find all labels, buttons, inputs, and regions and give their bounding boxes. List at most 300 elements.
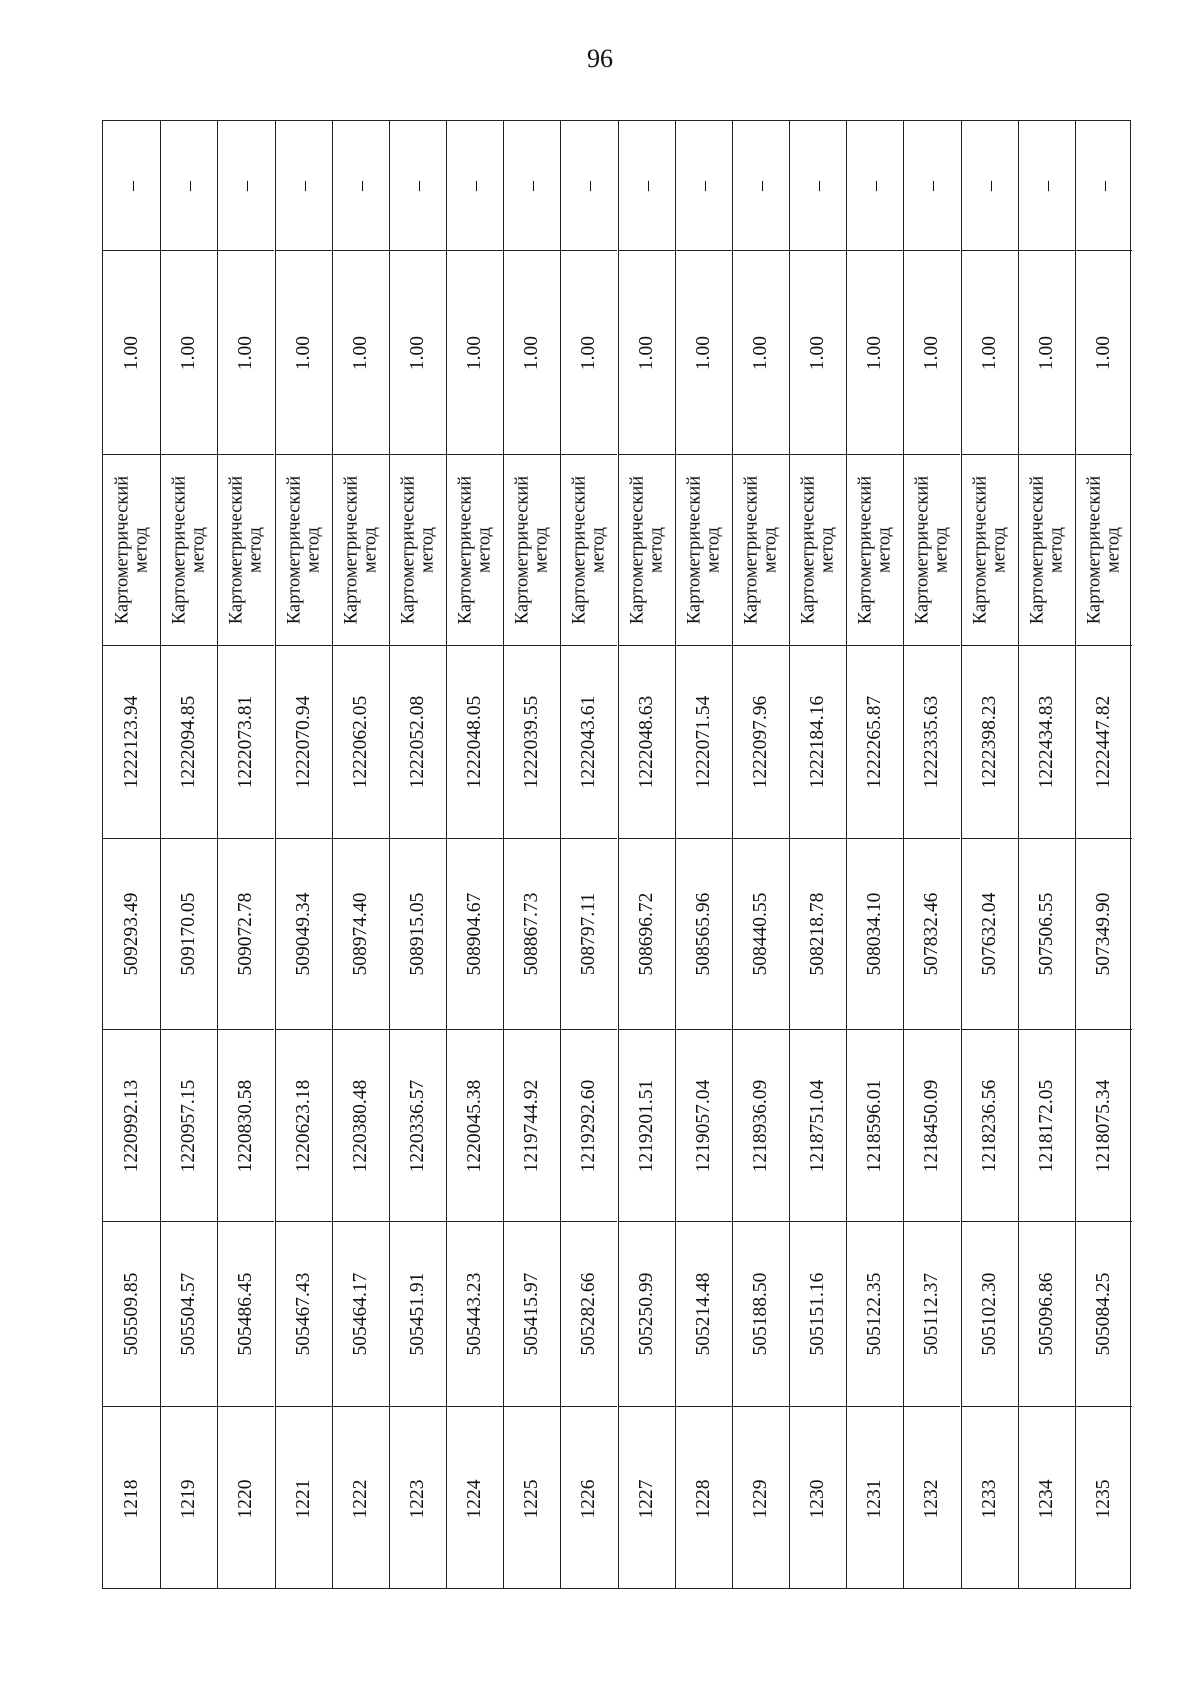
cell-note xyxy=(103,121,160,250)
method-line-1: Картометрический xyxy=(912,475,933,625)
cell-x1 xyxy=(962,1221,1018,1406)
method-line-2: метод xyxy=(531,527,552,573)
table-row xyxy=(618,121,675,1588)
method-line-1: Картометрический xyxy=(226,475,247,625)
note-text: – xyxy=(349,180,372,191)
cell-note xyxy=(619,121,675,250)
cell-note xyxy=(733,121,789,250)
x2-text: 508034.10 xyxy=(864,892,886,976)
accuracy-text: 1.00 xyxy=(464,335,486,370)
table-row xyxy=(560,121,617,1588)
point-text: 1224 xyxy=(464,1479,486,1518)
note-text: – xyxy=(921,180,944,191)
y1-text: 1220830.58 xyxy=(235,1079,257,1172)
note-text: – xyxy=(978,180,1001,191)
point-text: 1234 xyxy=(1035,1479,1057,1518)
point-text: 1218 xyxy=(120,1479,142,1518)
cell-point xyxy=(504,1406,560,1590)
table-row xyxy=(961,121,1018,1588)
table-row xyxy=(675,121,732,1588)
note-text: – xyxy=(521,180,544,191)
accuracy-text: 1.00 xyxy=(749,335,771,370)
cell-note xyxy=(390,121,446,250)
point-text: 1226 xyxy=(578,1479,600,1518)
y2-text: 1222398.23 xyxy=(978,695,1000,789)
y1-text: 1219744.92 xyxy=(521,1079,543,1172)
note-text: – xyxy=(178,180,201,191)
method-line-2: метод xyxy=(588,527,609,573)
y1-text: 1220623.18 xyxy=(292,1079,314,1172)
y2-text: 1222434.83 xyxy=(1035,695,1057,789)
point-text: 1233 xyxy=(978,1479,1000,1518)
x1-text: 505509.85 xyxy=(120,1272,142,1356)
cell-method xyxy=(904,454,960,645)
accuracy-text: 1.00 xyxy=(921,335,943,370)
cell-x2 xyxy=(390,838,446,1029)
method-text xyxy=(285,476,322,624)
cell-y1 xyxy=(103,1029,160,1221)
cell-y1 xyxy=(390,1029,446,1221)
x1-text: 505122.35 xyxy=(864,1272,886,1356)
cell-note xyxy=(790,121,846,250)
x1-text: 505467.43 xyxy=(292,1272,314,1356)
coordinates-table xyxy=(102,120,1131,1589)
cell-method xyxy=(218,454,274,645)
cell-point xyxy=(619,1406,675,1590)
cell-x2 xyxy=(790,838,846,1029)
method-line-1: Картометрический xyxy=(855,475,876,625)
cell-method xyxy=(676,454,732,645)
y2-text: 1222048.63 xyxy=(635,695,657,789)
accuracy-text: 1.00 xyxy=(864,335,886,370)
cell-accuracy xyxy=(847,250,903,454)
accuracy-text: 1.00 xyxy=(578,335,600,370)
cell-accuracy xyxy=(561,250,617,454)
method-text xyxy=(742,476,779,624)
y2-text: 1222265.87 xyxy=(864,695,886,789)
y2-text: 1222335.63 xyxy=(921,695,943,789)
cell-method xyxy=(1076,454,1132,645)
cell-y1 xyxy=(619,1029,675,1221)
cell-x1 xyxy=(1019,1221,1075,1406)
y2-text: 1222048.05 xyxy=(464,695,486,789)
cell-accuracy xyxy=(1019,250,1075,454)
cell-method xyxy=(161,454,217,645)
cell-x1 xyxy=(390,1221,446,1406)
cell-y1 xyxy=(676,1029,732,1221)
cell-y1 xyxy=(847,1029,903,1221)
page-number: 96 xyxy=(587,44,613,73)
method-line-2: метод xyxy=(702,527,723,573)
cell-x2 xyxy=(561,838,617,1029)
cell-y2 xyxy=(447,645,503,838)
y1-text: 1220045.38 xyxy=(464,1079,486,1172)
y2-text: 1222062.05 xyxy=(349,695,371,789)
point-text: 1219 xyxy=(178,1479,200,1518)
cell-method xyxy=(619,454,675,645)
table-row xyxy=(846,121,903,1588)
method-line-1: Картометрический xyxy=(169,475,190,625)
accuracy-text: 1.00 xyxy=(807,335,829,370)
cell-note xyxy=(504,121,560,250)
cell-x1 xyxy=(847,1221,903,1406)
cell-point xyxy=(447,1406,503,1590)
cell-point xyxy=(161,1406,217,1590)
cell-method xyxy=(1019,454,1075,645)
cell-y1 xyxy=(333,1029,389,1221)
point-text: 1229 xyxy=(749,1479,771,1518)
cell-y2 xyxy=(390,645,446,838)
accuracy-text: 1.00 xyxy=(178,335,200,370)
cell-accuracy xyxy=(218,250,274,454)
method-line-2: метод xyxy=(931,527,952,573)
x1-text: 505504.57 xyxy=(178,1272,200,1356)
method-line-1: Картометрический xyxy=(284,475,305,625)
point-text: 1225 xyxy=(521,1479,543,1518)
method-text xyxy=(228,476,265,624)
method-line-1: Картометрический xyxy=(1027,475,1048,625)
cell-x1 xyxy=(447,1221,503,1406)
point-text: 1220 xyxy=(235,1479,257,1518)
accuracy-text: 1.00 xyxy=(521,335,543,370)
cell-x1 xyxy=(276,1221,332,1406)
cell-x2 xyxy=(161,838,217,1029)
cell-point xyxy=(790,1406,846,1590)
x1-text: 505464.17 xyxy=(349,1272,371,1356)
method-line-1: Картометрический xyxy=(512,475,533,625)
cell-y2 xyxy=(733,645,789,838)
table-row xyxy=(1075,121,1132,1588)
cell-note xyxy=(161,121,217,250)
x2-text: 507506.55 xyxy=(1035,892,1057,976)
y1-text: 1219292.60 xyxy=(578,1079,600,1172)
method-text xyxy=(971,476,1008,624)
cell-x1 xyxy=(790,1221,846,1406)
y1-text: 1218236.56 xyxy=(978,1079,1000,1172)
cell-accuracy xyxy=(390,250,446,454)
y2-text: 1222073.81 xyxy=(235,695,257,789)
cell-x2 xyxy=(733,838,789,1029)
cell-point xyxy=(390,1406,446,1590)
x2-text: 507832.46 xyxy=(921,892,943,976)
method-line-2: метод xyxy=(1045,527,1066,573)
y2-text: 1222052.08 xyxy=(406,695,428,789)
point-text: 1232 xyxy=(921,1479,943,1518)
method-line-2: метод xyxy=(474,527,495,573)
method-text xyxy=(113,476,150,624)
cell-method xyxy=(847,454,903,645)
note-text: – xyxy=(120,180,143,191)
cell-y2 xyxy=(847,645,903,838)
method-text xyxy=(857,476,894,624)
accuracy-text: 1.00 xyxy=(292,335,314,370)
method-line-1: Картометрический xyxy=(569,475,590,625)
cell-y2 xyxy=(218,645,274,838)
cell-x1 xyxy=(619,1221,675,1406)
point-text: 1228 xyxy=(692,1479,714,1518)
method-line-2: метод xyxy=(759,527,780,573)
cell-accuracy xyxy=(276,250,332,454)
cell-method xyxy=(962,454,1018,645)
x2-text: 509293.49 xyxy=(120,892,142,976)
cell-y2 xyxy=(561,645,617,838)
y2-text: 1222071.54 xyxy=(692,695,714,789)
table-row xyxy=(332,121,389,1588)
cell-method xyxy=(103,454,160,645)
method-line-2: метод xyxy=(817,527,838,573)
x2-text: 508867.73 xyxy=(521,892,543,976)
method-line-2: метод xyxy=(188,527,209,573)
accuracy-text: 1.00 xyxy=(406,335,428,370)
cell-x2 xyxy=(103,838,160,1029)
accuracy-text: 1.00 xyxy=(120,335,142,370)
method-line-2: метод xyxy=(245,527,266,573)
method-line-1: Картометрический xyxy=(455,475,476,625)
table-row xyxy=(160,121,217,1588)
x1-text: 505415.97 xyxy=(521,1272,543,1356)
x1-text: 505214.48 xyxy=(692,1272,714,1356)
x1-text: 505084.25 xyxy=(1092,1272,1114,1356)
cell-y2 xyxy=(962,645,1018,838)
method-line-1: Картометрический xyxy=(970,475,991,625)
y2-text: 1222094.85 xyxy=(178,695,200,789)
cell-y1 xyxy=(161,1029,217,1221)
y1-text: 1218075.34 xyxy=(1092,1079,1114,1172)
x1-text: 505151.16 xyxy=(807,1272,829,1356)
y2-text: 1222123.94 xyxy=(120,695,142,789)
cell-x2 xyxy=(847,838,903,1029)
cell-y2 xyxy=(790,645,846,838)
cell-y1 xyxy=(447,1029,503,1221)
table-row xyxy=(217,121,274,1588)
point-text: 1223 xyxy=(406,1479,428,1518)
cell-note xyxy=(847,121,903,250)
cell-x2 xyxy=(218,838,274,1029)
cell-y2 xyxy=(276,645,332,838)
x2-text: 509072.78 xyxy=(235,892,257,976)
cell-x1 xyxy=(161,1221,217,1406)
cell-note xyxy=(1019,121,1075,250)
table-row xyxy=(903,121,960,1588)
cell-x2 xyxy=(1076,838,1132,1029)
cell-method xyxy=(733,454,789,645)
cell-y2 xyxy=(676,645,732,838)
y1-text: 1219201.51 xyxy=(635,1079,657,1172)
note-text: – xyxy=(406,180,429,191)
y1-text: 1218450.09 xyxy=(921,1079,943,1172)
cell-x2 xyxy=(333,838,389,1029)
method-line-1: Картометрический xyxy=(1084,475,1105,625)
cell-point xyxy=(218,1406,274,1590)
cell-method xyxy=(390,454,446,645)
table-row xyxy=(732,121,789,1588)
cell-y2 xyxy=(333,645,389,838)
table-row xyxy=(1018,121,1075,1588)
cell-x2 xyxy=(904,838,960,1029)
cell-point xyxy=(561,1406,617,1590)
table-row xyxy=(275,121,332,1588)
cell-note xyxy=(333,121,389,250)
accuracy-text: 1.00 xyxy=(235,335,257,370)
method-line-1: Картометрический xyxy=(741,475,762,625)
cell-accuracy xyxy=(733,250,789,454)
accuracy-text: 1.00 xyxy=(349,335,371,370)
cell-method xyxy=(447,454,503,645)
cell-x1 xyxy=(1076,1221,1132,1406)
method-text xyxy=(171,476,208,624)
cell-note xyxy=(447,121,503,250)
note-text: – xyxy=(1092,180,1115,191)
note-text: – xyxy=(1035,180,1058,191)
x2-text: 509049.34 xyxy=(292,892,314,976)
cell-y2 xyxy=(619,645,675,838)
method-line-1: Картометрический xyxy=(341,475,362,625)
method-line-2: метод xyxy=(1102,527,1123,573)
note-text: – xyxy=(806,180,829,191)
table-row xyxy=(789,121,846,1588)
y2-text: 1222039.55 xyxy=(521,695,543,789)
method-text xyxy=(800,476,837,624)
cell-y1 xyxy=(904,1029,960,1221)
x1-text: 505112.37 xyxy=(921,1272,943,1356)
x1-text: 505451.91 xyxy=(406,1272,428,1356)
method-text xyxy=(514,476,551,624)
x2-text: 508696.72 xyxy=(635,892,657,976)
method-line-2: метод xyxy=(359,527,380,573)
cell-y2 xyxy=(904,645,960,838)
cell-note xyxy=(1076,121,1132,250)
y1-text: 1220380.48 xyxy=(349,1079,371,1172)
point-text: 1221 xyxy=(292,1479,314,1518)
cell-method xyxy=(504,454,560,645)
cell-y1 xyxy=(733,1029,789,1221)
method-text xyxy=(457,476,494,624)
x1-text: 505443.23 xyxy=(464,1272,486,1356)
method-line-1: Картометрический xyxy=(798,475,819,625)
method-text xyxy=(628,476,665,624)
cell-y1 xyxy=(561,1029,617,1221)
cell-x1 xyxy=(504,1221,560,1406)
cell-x1 xyxy=(561,1221,617,1406)
cell-x2 xyxy=(619,838,675,1029)
x1-text: 505096.86 xyxy=(1035,1272,1057,1356)
cell-note xyxy=(904,121,960,250)
cell-y1 xyxy=(276,1029,332,1221)
note-text: – xyxy=(578,180,601,191)
cell-accuracy xyxy=(619,250,675,454)
method-text xyxy=(1085,476,1122,624)
cell-note xyxy=(676,121,732,250)
cell-note xyxy=(276,121,332,250)
point-text: 1230 xyxy=(807,1479,829,1518)
cell-y2 xyxy=(1019,645,1075,838)
cell-point xyxy=(1076,1406,1132,1590)
x1-text: 505250.99 xyxy=(635,1272,657,1356)
y2-text: 1222070.94 xyxy=(292,695,314,789)
cell-x2 xyxy=(276,838,332,1029)
cell-accuracy xyxy=(904,250,960,454)
x2-text: 508974.40 xyxy=(349,892,371,976)
cell-y2 xyxy=(161,645,217,838)
cell-method xyxy=(561,454,617,645)
cell-point xyxy=(962,1406,1018,1590)
note-text: – xyxy=(635,180,658,191)
note-text: – xyxy=(692,180,715,191)
x2-text: 507349.90 xyxy=(1092,892,1114,976)
method-text xyxy=(914,476,951,624)
y1-text: 1220957.15 xyxy=(178,1079,200,1172)
cell-accuracy xyxy=(333,250,389,454)
cell-method xyxy=(276,454,332,645)
note-text: – xyxy=(292,180,315,191)
x2-text: 508797.11 xyxy=(578,892,600,976)
cell-point xyxy=(333,1406,389,1590)
cell-x1 xyxy=(103,1221,160,1406)
y2-text: 1222043.61 xyxy=(578,695,600,789)
cell-point xyxy=(904,1406,960,1590)
method-line-2: метод xyxy=(874,527,895,573)
cell-x2 xyxy=(962,838,1018,1029)
method-line-2: метод xyxy=(416,527,437,573)
y1-text: 1218751.04 xyxy=(807,1079,829,1172)
method-line-2: метод xyxy=(645,527,666,573)
note-text: – xyxy=(749,180,772,191)
cell-x2 xyxy=(1019,838,1075,1029)
cell-point xyxy=(676,1406,732,1590)
y2-text: 1222184.16 xyxy=(807,695,829,789)
point-text: 1235 xyxy=(1092,1479,1114,1518)
table-row xyxy=(103,121,160,1588)
cell-x2 xyxy=(676,838,732,1029)
x2-text: 508440.55 xyxy=(749,892,771,976)
cell-y2 xyxy=(1076,645,1132,838)
cell-y1 xyxy=(218,1029,274,1221)
cell-method xyxy=(333,454,389,645)
point-text: 1227 xyxy=(635,1479,657,1518)
note-text: – xyxy=(235,180,258,191)
x1-text: 505188.50 xyxy=(749,1272,771,1356)
method-line-2: метод xyxy=(302,527,323,573)
y1-text: 1220992.13 xyxy=(120,1079,142,1172)
cell-x1 xyxy=(218,1221,274,1406)
cell-y1 xyxy=(1019,1029,1075,1221)
y1-text: 1219057.04 xyxy=(692,1079,714,1172)
cell-accuracy xyxy=(790,250,846,454)
method-text xyxy=(571,476,608,624)
method-line-1: Картометрический xyxy=(684,475,705,625)
cell-x2 xyxy=(504,838,560,1029)
cell-accuracy xyxy=(103,250,160,454)
cell-accuracy xyxy=(504,250,560,454)
x1-text: 505486.45 xyxy=(235,1272,257,1356)
cell-point xyxy=(103,1406,160,1590)
x2-text: 507632.04 xyxy=(978,892,1000,976)
cell-x1 xyxy=(733,1221,789,1406)
accuracy-text: 1.00 xyxy=(1092,335,1114,370)
method-text xyxy=(399,476,436,624)
x2-text: 509170.05 xyxy=(178,892,200,976)
cell-accuracy xyxy=(161,250,217,454)
cell-point xyxy=(847,1406,903,1590)
cell-x1 xyxy=(333,1221,389,1406)
y2-text: 1222097.96 xyxy=(749,695,771,789)
note-text: – xyxy=(463,180,486,191)
cell-y1 xyxy=(962,1029,1018,1221)
x1-text: 505282.66 xyxy=(578,1272,600,1356)
cell-note xyxy=(218,121,274,250)
cell-y2 xyxy=(103,645,160,838)
cell-method xyxy=(790,454,846,645)
